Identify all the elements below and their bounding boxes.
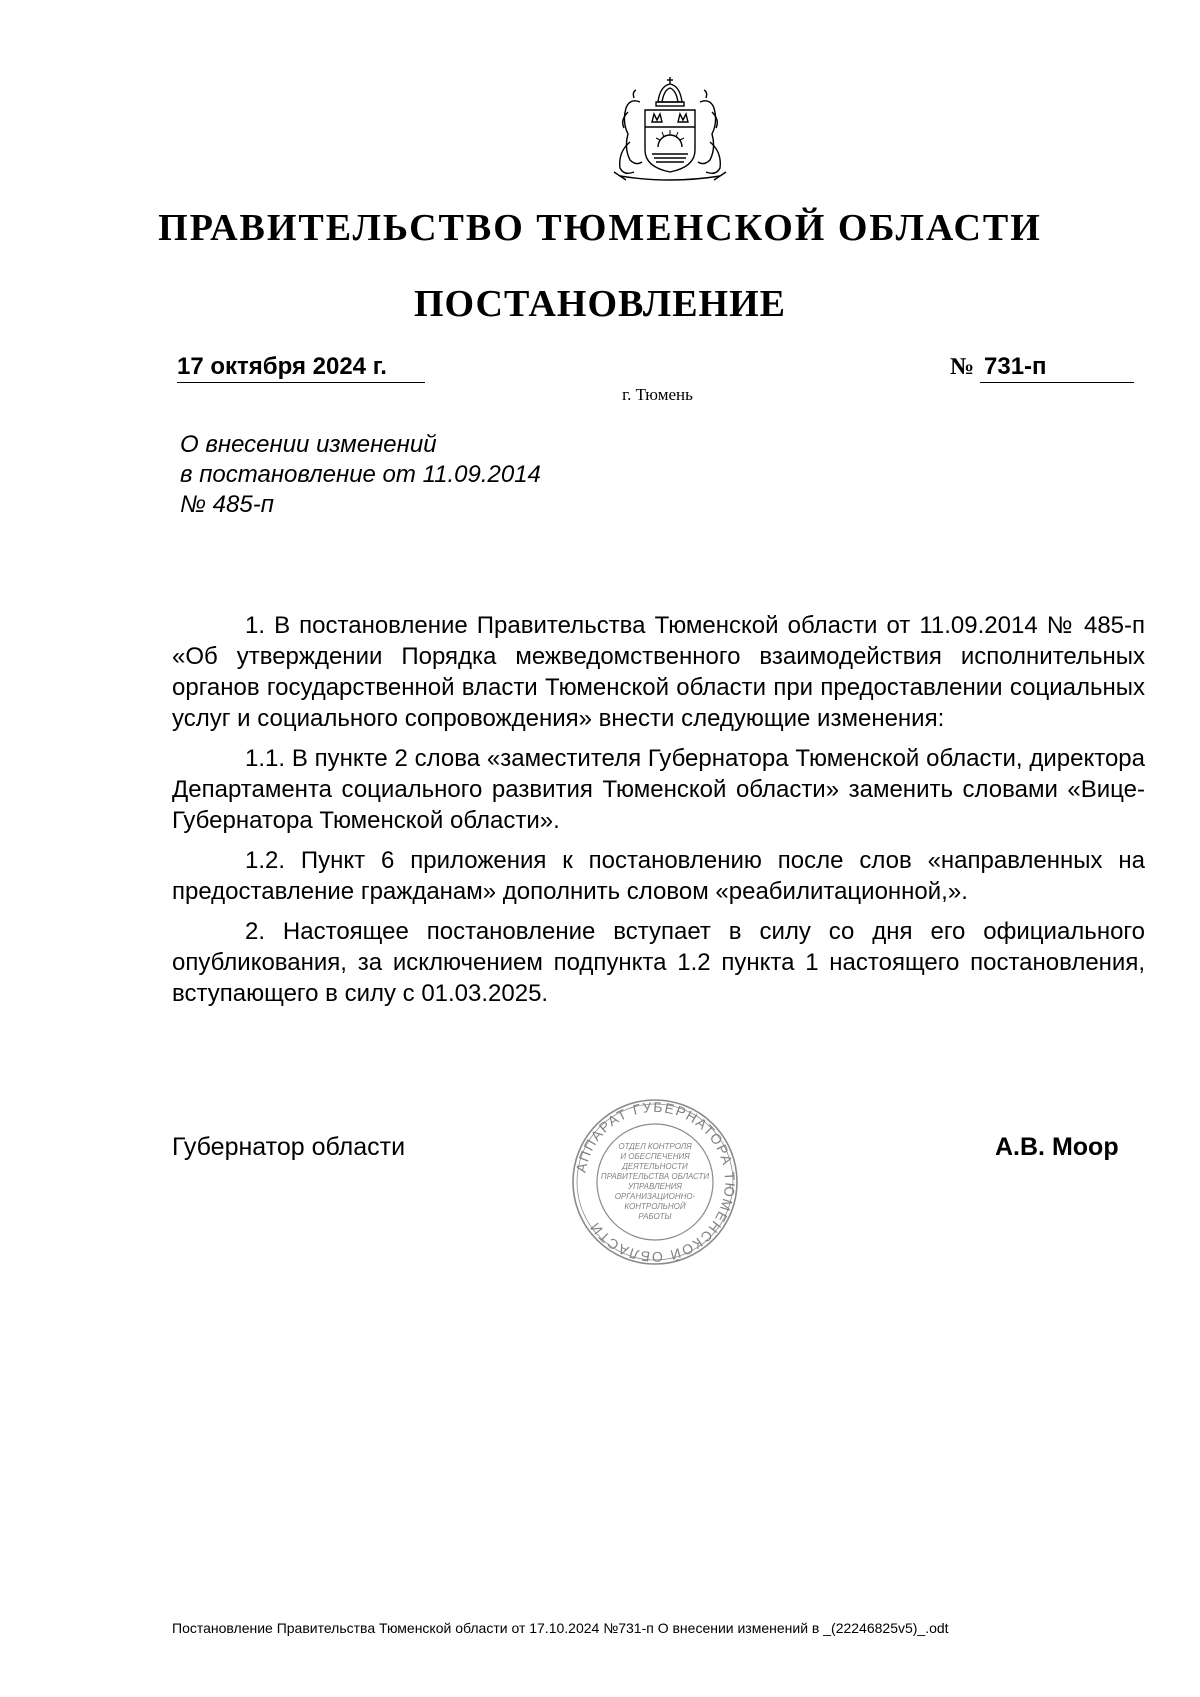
document-number: 731-п xyxy=(980,352,1134,383)
subject-line-2: в постановление от 11.09.2014 xyxy=(180,461,541,488)
subject-line-3: № 485-п xyxy=(180,491,274,518)
document-date: 17 октября 2024 г. xyxy=(177,352,425,383)
stamp-inner-line-5: УПРАВЛЕНИЯ xyxy=(628,1182,682,1191)
stamp-inner-line-7: КОНТРОЛЬНОЙ xyxy=(624,1202,686,1211)
document-subject xyxy=(180,430,541,520)
stamp-inner-line-4: ПРАВИТЕЛЬСТВА ОБЛАСТИ xyxy=(600,1172,710,1181)
number-sign: № xyxy=(950,354,975,380)
stamp-inner-line-3: ДЕЯТЕЛЬНОСТИ xyxy=(622,1162,688,1171)
coat-of-arms-icon xyxy=(590,72,750,187)
document-number-block xyxy=(950,352,1134,383)
body-paragraph-1-2: 1.2. Пункт 6 приложения к постановлению после слов «направленных на предоставление гражданам» дополнить словом «реабилитационной,». xyxy=(172,847,1145,905)
body-paragraph-1-1: 1.1. В пункте 2 слова «заместителя Губернатора Тюменской области, директора Департамента социального развития Тюменской области» заменить словами «Вице-Губернатора Тюменской области». xyxy=(172,745,1145,834)
stamp-inner-line-8: РАБОТЫ xyxy=(638,1212,672,1221)
stamp-inner-line-2: И ОБЕСПЕЧЕНИЯ xyxy=(620,1152,690,1161)
stamp-inner-line-6: ОРГАНИЗАЦИОННО- xyxy=(614,1192,696,1201)
stamp-outer-text: АППАРАТ ГУБЕРНАТОРА ТЮМЕНСКОЙ ОБЛАСТИ xyxy=(572,1098,739,1266)
subject-line-1: О внесении изменений xyxy=(180,431,437,458)
official-seal-icon xyxy=(570,1097,740,1267)
document-type-title: ПОСТАНОВЛЕНИЕ xyxy=(413,283,787,325)
page-footer: Постановление Правительства Тюменской области от 17.10.2024 №731-п О внесении изменений в _(22246825v5)_.odt xyxy=(172,1620,949,1636)
organization-title: ПРАВИТЕЛЬСТВО ТЮМЕНСКОЙ ОБЛАСТИ xyxy=(158,207,1042,249)
body-paragraph-1: 1. В постановление Правительства Тюменской области от 11.09.2014 № 485-п «Об утверждении Порядка межведомственного взаимодействия исполнительных органов государственной власти Тюменской области при предоставлении социальных услуг и социального сопровождения» внести следующие изменения: xyxy=(172,612,1145,732)
signatory-title: Губернатор области xyxy=(172,1133,406,1161)
document-city: г. Тюмень xyxy=(622,385,693,404)
stamp-inner-line-1: ОТДЕЛ КОНТРОЛЯ xyxy=(618,1142,692,1151)
document-body xyxy=(172,610,1145,1018)
body-paragraph-2: 2. Настоящее постановление вступает в силу со дня его официального опубликования, за исключением подпункта 1.2 пункта 1 настоящего постановления, вступающего в силу с 01.03.2025. xyxy=(172,918,1145,1007)
signatory-name: А.В. Моор xyxy=(995,1133,1119,1161)
